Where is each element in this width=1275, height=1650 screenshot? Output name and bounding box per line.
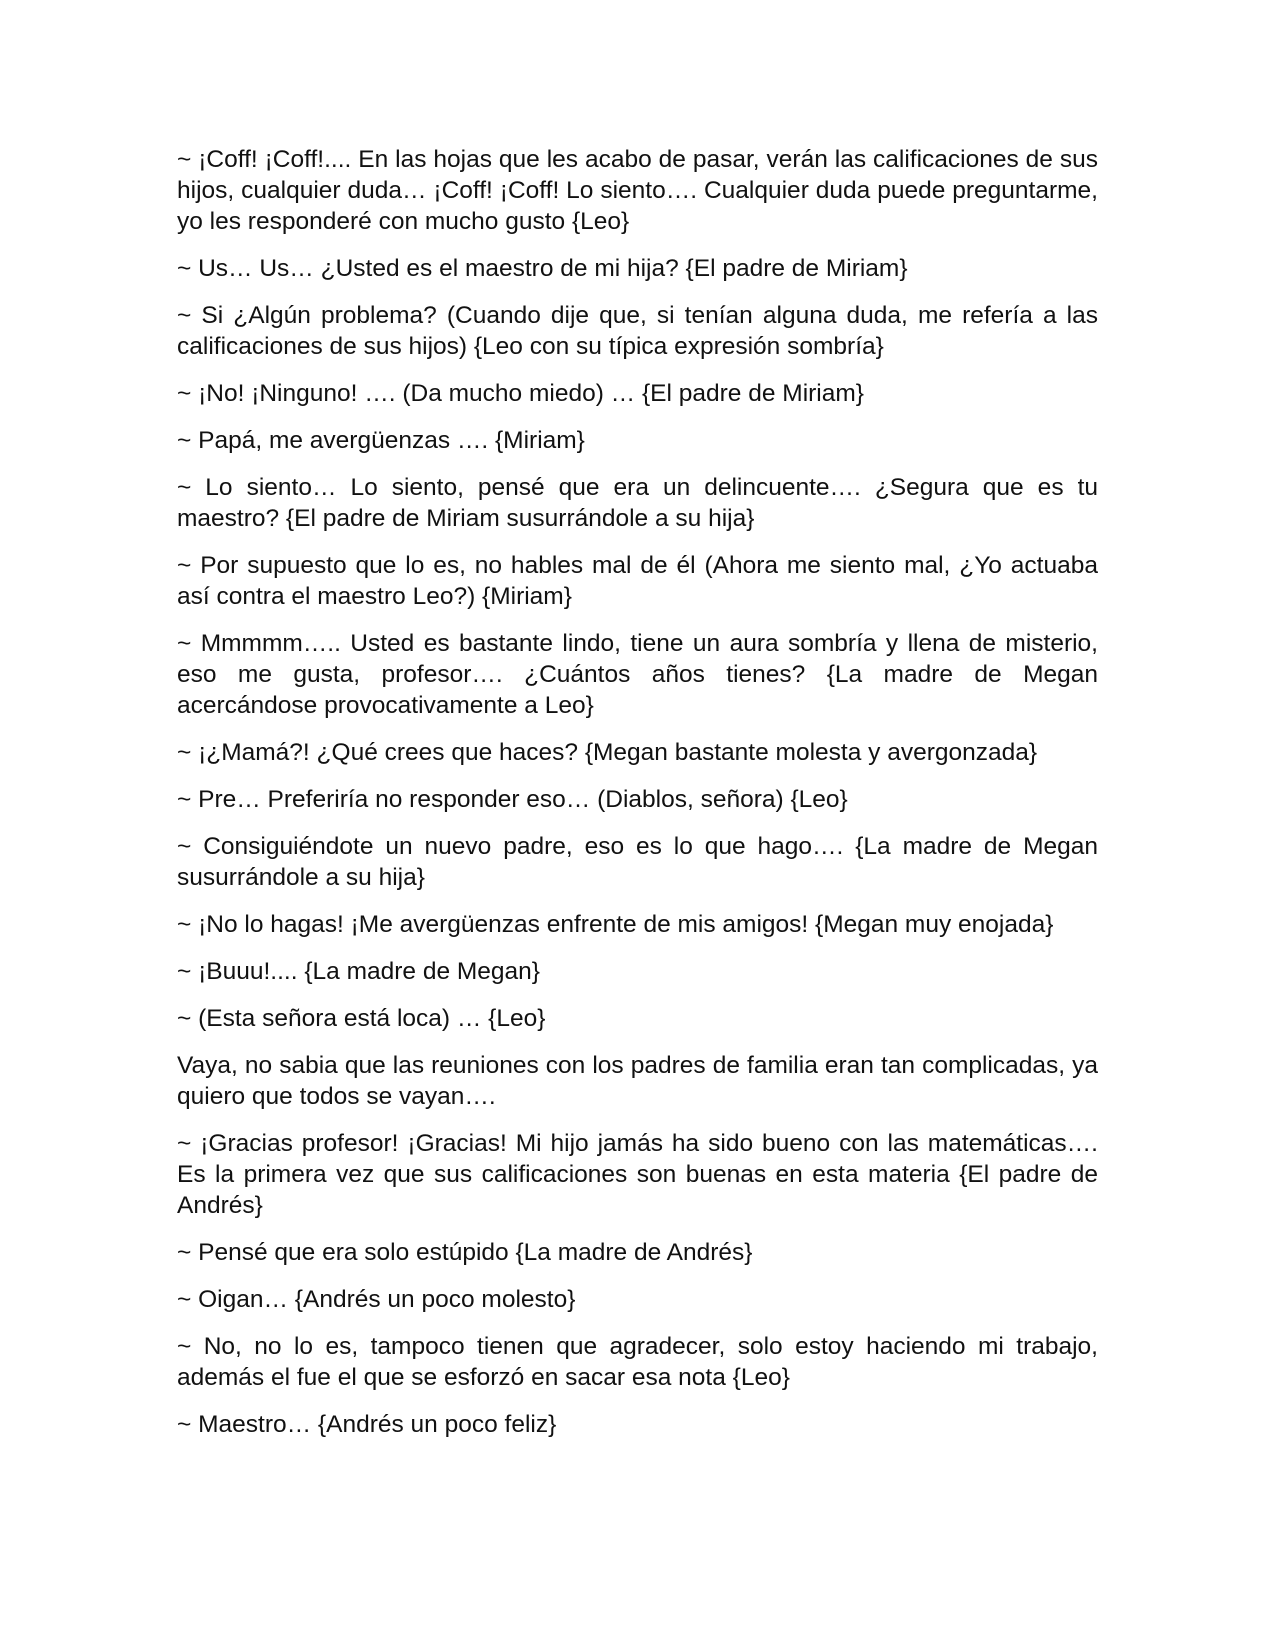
document-body (177, 144, 1098, 1456)
paragraph: ~ Por supuesto que lo es, no hables mal de él (Ahora me siento mal, ¿Yo actuaba así contra el maestro Leo?) {Miriam} (177, 552, 1098, 610)
paragraph: Vaya, no sabia que las reuniones con los padres de familia eran tan complicadas, ya quiero que todos se vayan…. (177, 1052, 1098, 1110)
paragraph: ~ Lo siento… Lo siento, pensé que era un delincuente…. ¿Segura que es tu maestro? {El padre de Miriam susurrándole a su hija} (177, 474, 1098, 532)
paragraph: ~ Mmmmm….. Usted es bastante lindo, tiene un aura sombría y llena de misterio, eso me gusta, profesor…. ¿Cuántos años tienes? {La madre de Megan acercándose provocativamente a Leo} (177, 630, 1098, 719)
paragraph: ~ (Esta señora está loca) … {Leo} (177, 1005, 546, 1032)
paragraph: ~ ¡No! ¡Ninguno! …. (Da mucho miedo) … {El padre de Miriam} (177, 380, 864, 407)
paragraph: ~ ¡¿Mamá?! ¿Qué crees que haces? {Megan bastante molesta y avergonzada} (177, 739, 1038, 766)
paragraph: ~ Si ¿Algún problema? (Cuando dije que, si tenían alguna duda, me refería a las calificaciones de sus hijos) {Leo con su típica expresión sombría} (177, 302, 1098, 360)
paragraph: ~ Papá, me avergüenzas …. {Miriam} (177, 427, 585, 454)
paragraph: ~ ¡Coff! ¡Coff!.... En las hojas que les acabo de pasar, verán las calificaciones de sus hijos, cualquier duda… ¡Coff! ¡Coff! Lo siento…. Cualquier duda puede preguntarme, yo les responderé con mucho gusto {Leo} (177, 146, 1098, 235)
paragraph: ~ ¡Gracias profesor! ¡Gracias! Mi hijo jamás ha sido bueno con las matemáticas…. Es la primera vez que sus calificaciones son buenas en esta materia {El padre de Andrés} (177, 1130, 1098, 1219)
paragraph: ~ ¡No lo hagas! ¡Me avergüenzas enfrente de mis amigos! {Megan muy enojada} (177, 911, 1054, 938)
paragraph: ~ No, no lo es, tampoco tienen que agradecer, solo estoy haciendo mi trabajo, además el fue el que se esforzó en sacar esa nota {Leo} (177, 1333, 1098, 1391)
paragraph: ~ ¡Buuu!.... {La madre de Megan} (177, 958, 540, 985)
paragraph: ~ Pensé que era solo estúpido {La madre de Andrés} (177, 1239, 753, 1266)
paragraph: ~ Consiguiéndote un nuevo padre, eso es lo que hago…. {La madre de Megan susurrándole a su hija} (177, 833, 1098, 891)
paragraph: ~ Us… Us… ¿Usted es el maestro de mi hija? {El padre de Miriam} (177, 255, 908, 282)
paragraph: ~ Pre… Preferiría no responder eso… (Diablos, señora) {Leo} (177, 786, 848, 813)
paragraph: ~ Oigan… {Andrés un poco molesto} (177, 1286, 576, 1313)
paragraph: ~ Maestro… {Andrés un poco feliz} (177, 1411, 557, 1438)
